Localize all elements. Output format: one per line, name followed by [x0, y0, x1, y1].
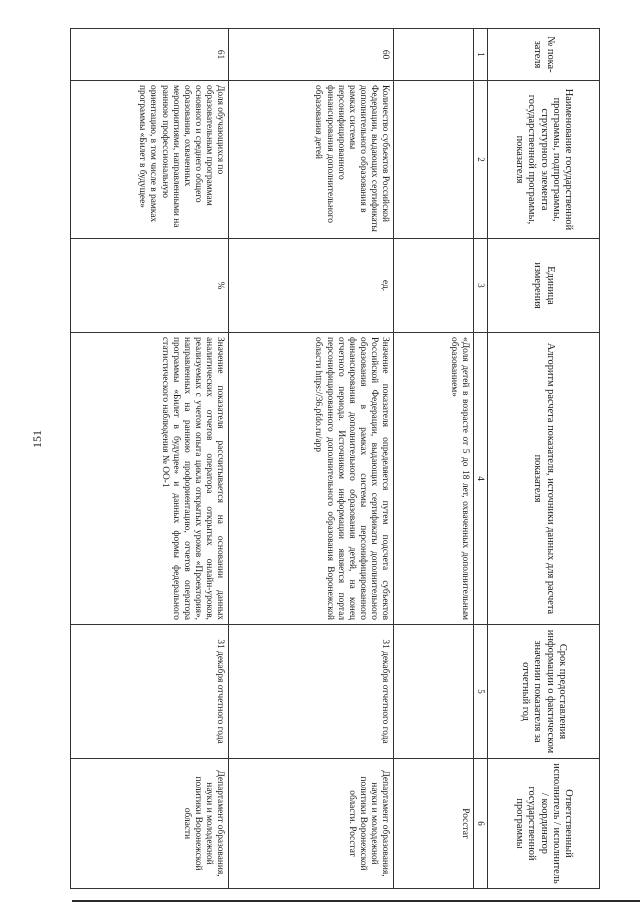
scan-edge-line [72, 900, 640, 902]
header-number: № пока-зателя [488, 29, 600, 81]
page-number: 151 [30, 430, 44, 448]
column-number: 1 [474, 29, 488, 81]
column-number: 3 [474, 239, 488, 333]
column-number: 6 [474, 759, 488, 889]
column-number: 2 [474, 81, 488, 239]
table-row [394, 29, 474, 889]
indicator-responsible: Росстат [394, 759, 474, 889]
indicator-deadline: 31 декабря отчетного года [71, 625, 229, 759]
header-responsible: Ответственный исполнитель / исполнитель / координатор государственной программы [488, 759, 600, 889]
indicator-algorithm: Значение показателя определяется путем подсчета субъектов Российской Федерации, выдающих сертификаты дополнительного образования в рамках системы персонифицированного финансирования дополнительного образования детей, на конец отчетного периода. Источником информации является портал персонифицированного дополнительного образования Воронежской области https://36.pfdo.ru/app [229, 333, 394, 625]
indicator-unit: ед. [229, 239, 394, 333]
column-number: 4 [474, 333, 488, 625]
indicator-number: 60 [229, 29, 394, 81]
indicators-table [70, 28, 600, 889]
indicator-responsible: Департамент образования, науки и молодежной политики Воронежской области [71, 759, 229, 889]
indicator-name: Количество субъектов Российской Федерации, выдающих сертификаты дополнительного образования в рамках системы персонифицированного финансирования дополнительного образования детей [229, 81, 394, 239]
header-name: Наименование государственной программы, подпрограммы, структурного элемента государственной программы, показателя [488, 81, 600, 239]
indicator-unit: % [71, 239, 229, 333]
column-number: 5 [474, 625, 488, 759]
indicator-number [394, 29, 474, 81]
indicator-responsible: Департамент образования, науки и молодежной политики Воронежской области. Росстат [229, 759, 394, 889]
column-number-row [474, 29, 488, 889]
indicator-algorithm: «Доля детей в возрасте от 5 до 18 лет, охваченных дополнительным образованием» [394, 333, 474, 625]
header-deadline: Срок предоставления информации о фактическом значении показателя за отчетный год [488, 625, 600, 759]
header-algorithm: Алгоритм расчета показателя, источники данных для расчета показателя [488, 333, 600, 625]
table-row [71, 29, 229, 889]
indicator-name [394, 81, 474, 239]
header-unit: Единица измерения [488, 239, 600, 333]
table-row [229, 29, 394, 889]
table-header-row [488, 29, 600, 889]
indicator-deadline [394, 625, 474, 759]
indicator-name: Доля обучающихся по образовательным программам основного и среднего общего образования, охваченных мероприятиями, направленными на раннюю профессиональную ориентацию, в том числе в рамках программы «Билет в будущее» [71, 81, 229, 239]
indicator-number: 61 [71, 29, 229, 81]
indicator-deadline: 31 декабря отчетного года [229, 625, 394, 759]
rotated-page-content [70, 28, 600, 888]
indicator-unit [394, 239, 474, 333]
indicator-algorithm: Значение показателя рассчитывается на основании данных аналитических отчетов оператора открытых онлайн-уроков, реализуемых с учетом опыта цикла открытых уроков «Проектория», направленных на раннюю профориентацию, отчетов оператора программы «Билет в будущее» и данных формы федерального статистического наблюдения № ОО-1 [71, 333, 229, 625]
